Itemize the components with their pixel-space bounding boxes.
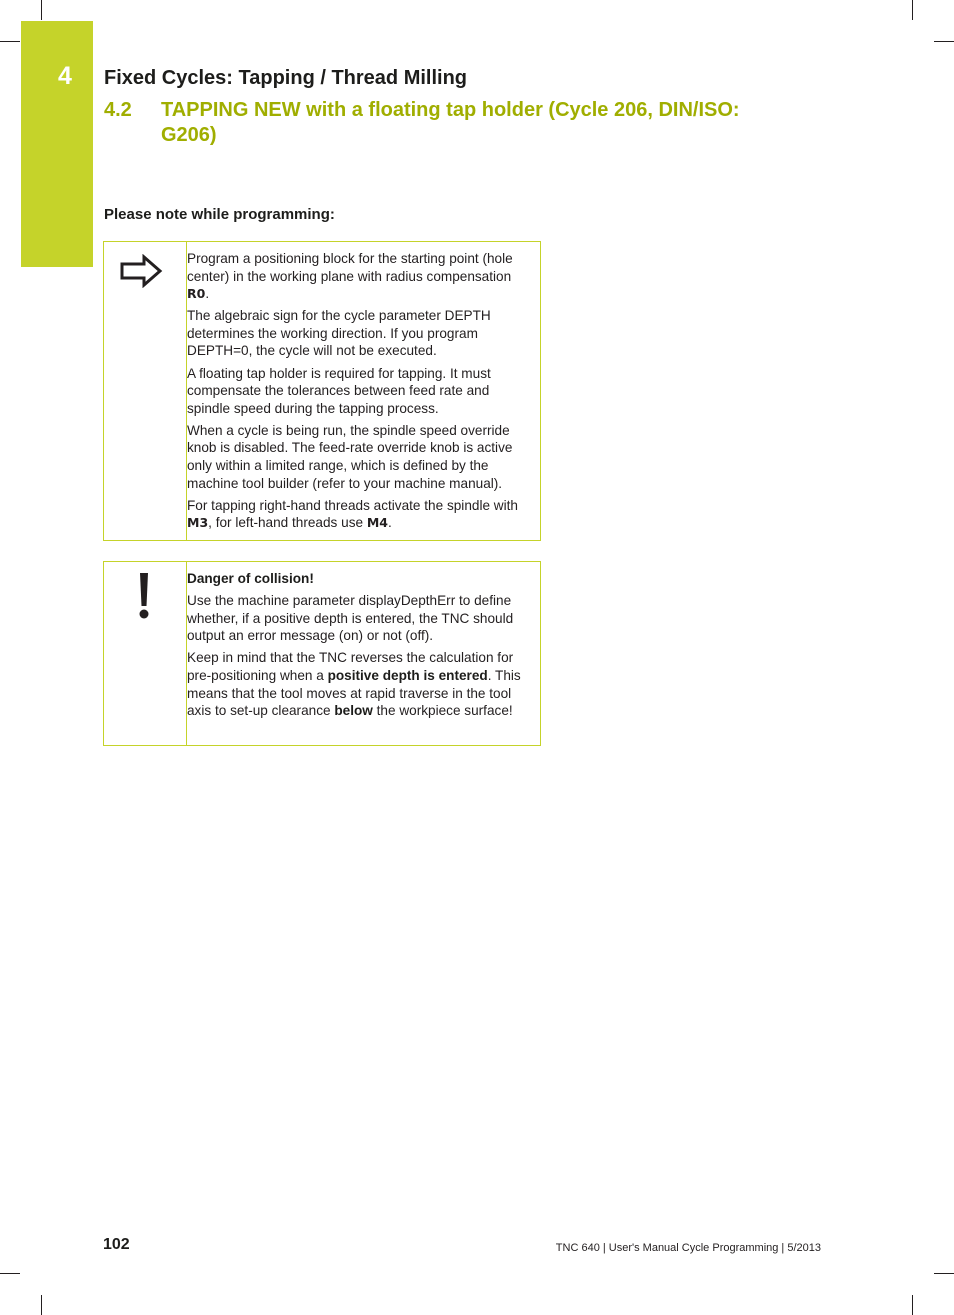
crop-mark	[912, 1295, 913, 1315]
arrow-right-icon	[120, 254, 164, 288]
warning-title-text: Danger of collision!	[187, 571, 314, 586]
chapter-title: Fixed Cycles: Tapping / Thread Milling	[104, 67, 468, 89]
page-number: 102	[103, 1236, 130, 1253]
crop-mark	[41, 0, 42, 20]
warning-title	[187, 570, 534, 588]
text-span: the workpiece surface!	[372, 703, 513, 719]
crop-mark	[0, 41, 20, 42]
text-span: . This means that the tool moves at rapid traverse in the tool axis to set-up clearance	[187, 667, 521, 719]
bold-text: positive depth is entered	[327, 667, 488, 683]
warning-paragraph	[187, 649, 534, 719]
text-span: , for left-hand threads use	[208, 515, 367, 531]
warning-paragraph: Use the machine parameter displayDepthErr to define whether, if a positive depth is entered, the TNC should output an error message (on) or not (off).	[187, 593, 514, 644]
note-content	[187, 250, 534, 536]
note-paragraph: A floating tap holder is required for tapping. It must compensate the tolerances between feed rate and spindle speed during the tapping process.	[187, 365, 491, 416]
note-paragraph: When a cycle is being run, the spindle speed override knob is disabled. The feed-rate override knob is active only within a limited range, which is defined by the machine tool builder (refer to your machine manual).	[187, 422, 513, 491]
crop-mark	[41, 1295, 42, 1315]
note-paragraph	[187, 250, 534, 303]
section-title	[104, 98, 784, 148]
warning-content	[187, 570, 534, 724]
text-span: Program a positioning block for the starting point (hole center) in the working plane with radius compensation	[187, 251, 513, 284]
note-paragraph: The algebraic sign for the cycle parameter DEPTH determines the working direction. If you program DEPTH=0, the cycle will not be executed.	[187, 308, 491, 359]
code-r0: R0	[187, 286, 206, 302]
note-box	[103, 241, 541, 541]
crop-mark	[0, 1273, 20, 1274]
text-span: For tapping right-hand threads activate the spindle with	[187, 497, 518, 513]
code-m4: M4	[366, 515, 388, 531]
bold-text: below	[334, 703, 373, 719]
footer-text: TNC 640 | User's Manual Cycle Programming | 5/2013	[555, 1242, 821, 1254]
section-number: 4.2	[104, 99, 132, 121]
note-paragraph	[187, 497, 534, 532]
chapter-tab	[21, 21, 93, 267]
text-span: .	[205, 286, 210, 302]
warning-box	[103, 561, 541, 746]
crop-mark	[934, 41, 954, 42]
sub-heading: Please note while programming:	[104, 206, 335, 223]
text-span: .	[387, 515, 392, 531]
crop-mark	[912, 0, 913, 20]
crop-mark	[934, 1273, 954, 1274]
text-span: Keep in mind that the TNC reverses the calculation for pre-positioning when a	[187, 650, 514, 683]
code-m3: M3	[187, 515, 209, 531]
chapter-number: 4	[58, 62, 72, 90]
section-title-text: TAPPING NEW with a floating tap holder (Cycle 206, DIN/ISO: G206)	[161, 99, 740, 146]
exclamation-icon	[137, 572, 151, 620]
